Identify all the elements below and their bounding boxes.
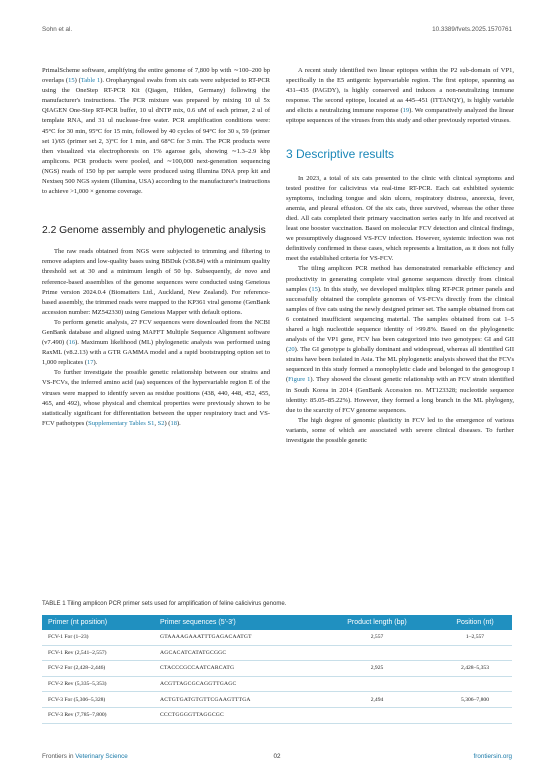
position-cell: 2,428–5,353 bbox=[438, 661, 512, 677]
primer-cell: FCV-1 For (1–23) bbox=[42, 630, 154, 645]
sequence-cell: ACGTTAGCGCAGGTTGAGC bbox=[154, 676, 316, 692]
paragraph: The high degree of genomic plasticity in FCV led to the emergence of various variants, some of which are associated with severe clinical diseases. To further investigate the possible genetic bbox=[286, 416, 514, 444]
reference-link[interactable]: 19 bbox=[402, 107, 410, 115]
page-number: 02 bbox=[273, 753, 281, 760]
table-header-row bbox=[42, 615, 512, 630]
right-column bbox=[286, 66, 514, 446]
reference-link[interactable]: 18 bbox=[170, 419, 177, 427]
position-cell bbox=[438, 707, 512, 723]
position-cell bbox=[438, 645, 512, 661]
reference-link[interactable]: 16 bbox=[68, 339, 76, 347]
reference-link[interactable]: 17 bbox=[86, 359, 94, 367]
table-row bbox=[42, 645, 512, 661]
sequence-cell: ACTGTGATGTGTTCGAAGTTTGA bbox=[154, 692, 316, 708]
column-header: Product length (bp) bbox=[316, 615, 438, 630]
sequence-cell: CTACCCGCCAATCARCATG bbox=[154, 661, 316, 677]
paragraph: To further investigate the possible genetic relationship between our strains and VS-FCVs, the inferred amino acid (aa) sequences of the hypervariable region E of the viruses were mapped to identify seven aa residue positions (438, 440, 448, 452, 455, 465, and 492), whose physical and chemical properties were previously shown to be statistically significant for differentiation between the upper respiratory tract and VS-FCV pathotypes (Supplementary Tables S1, S2) (18). bbox=[42, 369, 270, 427]
table-row bbox=[42, 707, 512, 723]
table-row bbox=[42, 676, 512, 692]
sequence-cell: CCCTGGGGTTAGGCGC bbox=[154, 707, 316, 723]
footer-journal: Frontiers in Veterinary Science bbox=[42, 753, 128, 760]
supplementary-link[interactable]: Supplementary Tables S1 bbox=[88, 419, 155, 427]
length-cell bbox=[316, 707, 438, 723]
length-cell bbox=[316, 645, 438, 661]
running-header-authors: Sohn et al. bbox=[42, 26, 73, 33]
footer-website-link[interactable]: frontiersin.org bbox=[473, 753, 512, 760]
column-header: Position (nt) bbox=[438, 615, 512, 630]
section-heading: 2.2 Genome assembly and phylogenetic analysis bbox=[42, 225, 266, 237]
primer-cell: FCV-3 Rev (7,785–7,800) bbox=[42, 707, 154, 723]
reference-link[interactable]: 20 bbox=[288, 346, 295, 354]
paragraph: The tiling amplicon PCR method has demonstrated remarkable efficiency and productivity in generating complete viral genome sequences directly from clinical samples (15). In this study, we developed multiplex tiling RT-PCR primer panels and successfully obtained the complete genomes of VS-FCVs directly from the clinical samples of five cats using the newly designed primer set. The sample obtained from cat 6 contained insufficient sequencing material. The samples obtained from cat 1–5 shared a high nucleotide sequence identity of >99.8%. Based on the phylogenetic analysis of the VP1 gene, FCV has been categorized into two genotypes: GI and GII (20). The GI genotype is globally dominant and widespread, whereas all identified GII strains have been isolated in Asia. The ML phylogenetic analysis showed that the FCVs sequenced in this study formed a monophyletic clade and belonged to the genogroup I (Figure 1). They showed the closest genetic relationship with an FCV strain identified in South Korea in 2014 (GenBank Accession no. MT123328; nucleotide sequence identity: 85.05–85.22%). However, they formed a long branch in the ML phylogeny, due to the scarcity of FCV genome sequences. bbox=[286, 265, 514, 414]
table-row bbox=[42, 661, 512, 677]
supplementary-link[interactable]: S2 bbox=[157, 419, 165, 427]
length-cell: 2,494 bbox=[316, 692, 438, 708]
sequence-cell: GTAAAAGAAATTTGAGACAATGT bbox=[154, 630, 316, 645]
column-header: Primer (nt position) bbox=[42, 615, 154, 630]
length-cell: 2,925 bbox=[316, 661, 438, 677]
figure-link[interactable]: Figure 1 bbox=[288, 376, 311, 384]
running-header-doi: 10.3389/fvets.2025.1570761 bbox=[432, 26, 512, 33]
left-column bbox=[42, 66, 270, 429]
primer-cell: FCV-2 For (2,428–2,446) bbox=[42, 661, 154, 677]
table-row bbox=[42, 692, 512, 708]
position-cell bbox=[438, 676, 512, 692]
paragraph: In 2023, a total of six cats presented to the clinic with clinical symptoms and tested positive for calicivirus via real-time RT-PCR. Each cat exhibited systemic symptoms, including tongue and skin ulcers, respiratory distress, anorexia, fever, anemia, and pleural effusion. Of the six cats, three survived, whereas the other three died. All cats completed their primary vaccination series early in life and received at least one booster vaccination. Based on molecular FCV detection and clinical findings, we presumptively diagnosed VS-FCV infection. However, systemic infection was not definitively confirmed in these cases, which represents a limitation, as it does not fully meet the established criteria for VS-FCV. bbox=[286, 174, 514, 263]
position-cell: 1–2,557 bbox=[438, 630, 512, 645]
table-caption: TABLE 1 Tiling amplicon PCR primer sets used for amplification of feline calicivirus genome. bbox=[42, 601, 287, 607]
position-cell: 5,306–7,800 bbox=[438, 692, 512, 708]
paragraph: To perform genetic analysis, 27 FCV sequences were downloaded from the NCBI GenBank database and aligned using MAFFT Multiple Sequence Alignment software (v7.490) (16). Maximum likelihood (ML) phylogenetic analysis was performed using RaxML (v8.2.13) with a GTR GAMMA model and a rapid bootstrapping option set to 1,000 replicates (17). bbox=[42, 318, 271, 367]
section-heading: 3 Descriptive results bbox=[286, 146, 395, 161]
primer-cell: FCV-2 Rev (5,335–5,353) bbox=[42, 676, 154, 692]
reference-link[interactable]: 15 bbox=[68, 77, 75, 85]
paragraph: PrimalScheme software, amplifying the entire genome of 7,800 bp with ∼100–200 bp overlaps (15) (Table 1). Oropharyngeal swabs from six cats were subjected to RT-PCR using the OneStep RT-PCR Kit (Qiagen, Hilden, Germany) following the manufacturer's instructions. The PCR mixture was prepared by mixing 10 ul 5x QIAGEN One-Step RT-PCR buffer, 10 ul dNTP mix, 0.6 uM of each primer, 2 ul of template RNA, and 31 ul nuclease-free water. PCR amplification conditions were: 45°C for 30 min, 95°C for 15 min, followed by 40 cycles of 94°C for 30 s, 59 (primer set 1)/65 (primer set 2, 3)°C for 1 min, and 68°C for 3 min. The PCR products were then visualized via electrophoresis on 1% agarose gels, showing ∼1.3–2.9 kbp amplicons. PCR products were pooled, and ∼100,000 next-generation sequencing (NGS) reads of 150 bp per sample were produced using Illumina DNA prep kit and Nextseq 500 NGS system (Illumina, USA) according to the manufacturer's instructions to achieve >1,000 × genome coverage. bbox=[42, 67, 271, 196]
primer-table bbox=[42, 615, 512, 724]
paragraph: The raw reads obtained from NGS were subjected to trimming and filtering to remove adapters and low-quality bases using BBDuk (v38.84) with a minimum quality threshold set at 30 and a minimum length of 50 bp. Subsequently, de novo and reference-based assemblies of the genome sequences were conducted using Geneious Prime version 2024.0.4 (Biomatters Ltd., Auckland, New Zealand). For reference-based assembly, the trimmed reads were mapped to the KP361 viral genome (GenBank accession number: MZ542330) using Geneious Mapper with default options. bbox=[42, 248, 270, 316]
length-cell bbox=[316, 676, 438, 692]
paragraph: A recent study identified two linear epitopes within the P2 sub-domain of VP1, specifically in the E5 antigenic hypervariable region. The first epitope, spanning aa 431–435 (PAGDY), is highly conserved and induces a non-neutralizing immune response. The second epitope, located at aa 445–451 (ITTANQY), is highly variable and elicits a neutralizing immune response (19). We comparatively analyzed the linear epitope sequences of the viruses from this study and other previously reported viruses. bbox=[286, 67, 514, 125]
table-link[interactable]: Table 1 bbox=[80, 77, 101, 85]
primer-cell: FCV-3 For (5,306–5,328) bbox=[42, 692, 154, 708]
column-header: Primer sequences (5′-3′) bbox=[154, 615, 316, 630]
primer-cell: FCV-1 Rev (2,541–2,557) bbox=[42, 645, 154, 661]
length-cell: 2,557 bbox=[316, 630, 438, 645]
reference-link[interactable]: 15 bbox=[311, 285, 318, 293]
table-row bbox=[42, 630, 512, 645]
sequence-cell: AGCACATCATATGCGGC bbox=[154, 645, 316, 661]
